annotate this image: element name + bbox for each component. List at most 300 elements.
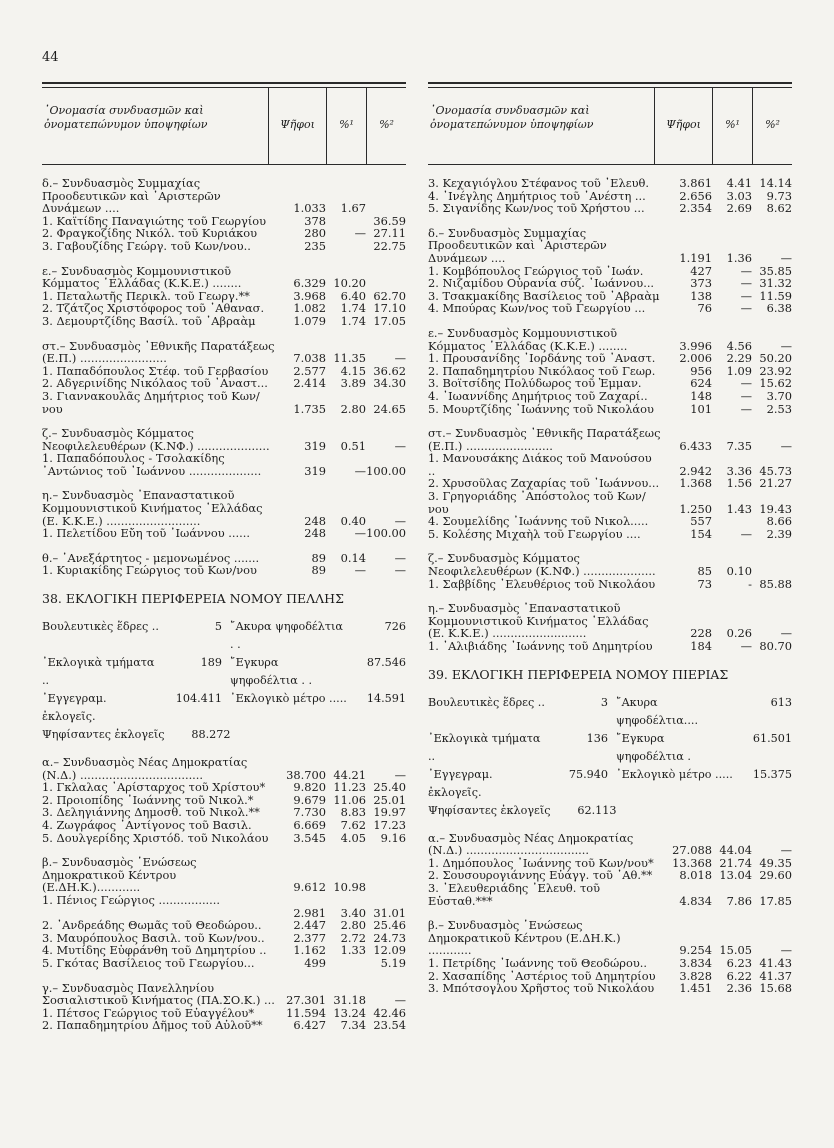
coalition-group bbox=[42, 427, 406, 477]
pct1-value: 1.74 bbox=[340, 301, 366, 316]
candidate-row bbox=[42, 832, 406, 845]
pct1-value: — bbox=[740, 639, 752, 653]
stat-label bbox=[625, 802, 735, 820]
table-header bbox=[42, 87, 406, 165]
pct1-value: 7.86 bbox=[726, 893, 752, 908]
coalition-group bbox=[42, 340, 406, 416]
entry-name: 1. Προυσανίδης ᾿Ιορδάνης τοῦ ᾿Αναστ. bbox=[428, 351, 656, 366]
stat-value: 3 bbox=[600, 695, 608, 709]
header-votes: Ψῆφοι bbox=[268, 88, 326, 164]
votes-value: 2.377 bbox=[293, 930, 326, 945]
pct2-value: 17.23 bbox=[373, 818, 406, 832]
entry-name: 2. Φραγκοζίδης Νικόλ. τοῦ Κυριάκου bbox=[42, 226, 258, 241]
entry-name: 3. Γιαννακουλᾶς Δημήτριος τοῦ Κων/νου bbox=[42, 388, 260, 416]
entry-name: 1. Παπαδόπουλος - Τσολακίδης ᾿Αντώνιος τοῦ ᾿Ιωάννου .................... bbox=[42, 451, 262, 478]
coalition-row bbox=[428, 832, 792, 857]
votes-value: 13.368 bbox=[672, 855, 712, 870]
header-pct2: %² bbox=[752, 88, 792, 164]
pct1-value: 2.69 bbox=[726, 201, 752, 216]
entry-name: δ.– Συνδυασμὸς Συμμαχίας Προοδευτικῶν καὶ ᾿Αριστερῶν Δυνάμεων .... bbox=[428, 225, 607, 265]
votes-value: 85 bbox=[697, 564, 712, 579]
stat-value: 87.546 bbox=[366, 656, 406, 670]
votes-value: 89 bbox=[311, 550, 326, 565]
entry-name: 3. Μαυρόπουλος Βασιλ. τοῦ Κων/νου.. bbox=[42, 930, 265, 945]
pct1-value: — bbox=[740, 388, 752, 403]
pct1-value: 13.24 bbox=[333, 1005, 366, 1020]
votes-value: 2.354 bbox=[679, 201, 712, 216]
pct1-value: 0.51 bbox=[340, 438, 366, 453]
header-name: ᾿Ονομασία συνδυασμῶν καὶ ὀνοματεπώνυμον ὑποψηφίων bbox=[44, 104, 208, 131]
pct1-value: 2.80 bbox=[340, 918, 366, 933]
votes-value: 1.191 bbox=[679, 250, 712, 265]
votes-value: 378 bbox=[304, 213, 326, 228]
pct2-value: 49.35 bbox=[759, 855, 792, 870]
stats-row bbox=[42, 726, 406, 744]
candidate-row bbox=[42, 781, 406, 794]
entry-name: 2. Σουσουρογιάννης Εὐάγγ. τοῦ ᾿Αθ.** bbox=[428, 868, 653, 883]
entry-name: 1. Παπαδόπουλος Στέφ. τοῦ Γερβασίου bbox=[42, 363, 269, 378]
pct2-value: 42.46 bbox=[373, 1005, 406, 1020]
entry-name: 1. Γκλαλας ᾿Αρίσταρχος τοῦ Χρίστου* bbox=[42, 780, 266, 795]
pct1-value: 7.35 bbox=[726, 438, 752, 453]
coalition-row bbox=[428, 227, 792, 265]
pct2-value: 11.59 bbox=[759, 288, 792, 303]
pct1-value: 21.74 bbox=[719, 855, 752, 870]
pct1-value: 3.40 bbox=[340, 905, 366, 920]
page-number: 44 bbox=[42, 50, 59, 65]
candidate-row bbox=[42, 819, 406, 832]
entry-name: 1. Πετρίδης ᾿Ιωάννης τοῦ Θεοδώρου.. bbox=[428, 955, 647, 970]
stat-label: Ψηφίσαντες ἐκλογεῖς bbox=[42, 728, 165, 742]
candidate-row bbox=[42, 919, 406, 932]
stat-label: ῎Ακυρα ψηφοδέλτια . . bbox=[230, 620, 343, 652]
pct1-value: 10.98 bbox=[333, 880, 366, 895]
coalition-group bbox=[42, 489, 406, 539]
pct1-value: 0.14 bbox=[340, 550, 366, 565]
stat-value: 88.272 bbox=[191, 728, 231, 742]
pct1-value: 2.72 bbox=[340, 930, 366, 945]
votes-value: 228 bbox=[690, 626, 712, 641]
pct1-value: — bbox=[740, 526, 752, 541]
pct2-value: 2.53 bbox=[766, 401, 792, 416]
pct1-value: 11.06 bbox=[333, 792, 366, 807]
pct2-value: 21.27 bbox=[759, 476, 792, 491]
votes-value: 2.447 bbox=[293, 918, 326, 933]
pct2-value: 31.01 bbox=[373, 905, 406, 920]
pct2-value: 17.05 bbox=[373, 313, 406, 328]
candidate-row bbox=[428, 490, 792, 515]
candidate-row bbox=[428, 882, 792, 907]
stats-row bbox=[428, 694, 792, 730]
pct1-value: 1.56 bbox=[726, 476, 752, 491]
entry-name: 4. Μπούρας Κων/νος τοῦ Γεωργίου ... bbox=[428, 301, 646, 316]
pct1-value: 7.34 bbox=[340, 1018, 366, 1033]
pct2-value: 15.62 bbox=[759, 376, 792, 391]
votes-value: 6.427 bbox=[293, 1018, 326, 1033]
entry-name: α.– Συνδυασμὸς Νέας Δημοκρατίας (Ν.Δ.) .................................. bbox=[42, 755, 248, 782]
entry-name: δ.– Συνδυασμὸς Συμμαχίας Προοδευτικῶν καὶ ᾿Αριστερῶν Δυνάμεων .... bbox=[42, 176, 221, 216]
entry-name: 3. Γρηγοριάδης ᾿Απόστολος τοῦ Κων/νου bbox=[428, 489, 646, 516]
entry-name: 3. Τσακμακίδης Βασίλειος τοῦ ᾿Αβραὰμ bbox=[428, 288, 660, 303]
stat-value: 15.375 bbox=[752, 767, 792, 781]
entry-name: 1. Δημόπουλος ᾿Ιωάννης τοῦ Κων/νου* bbox=[428, 855, 654, 870]
coalition-row bbox=[42, 427, 406, 452]
votes-value: 9.612 bbox=[293, 880, 326, 895]
pct1-value: 11.35 bbox=[333, 351, 366, 366]
pct1-value: 1.33 bbox=[340, 943, 366, 958]
stat-label: ῎Εγκυρα ψηφοδέλτια . . bbox=[230, 656, 313, 688]
votes-value: 7.038 bbox=[293, 351, 326, 366]
coalition-group bbox=[428, 919, 792, 995]
stat-value: 61.501 bbox=[752, 731, 792, 745]
entry-name: 4. Ζωγράφος ᾿Αντίγονος τοῦ Βασιλ. bbox=[42, 818, 252, 832]
votes-value: 184 bbox=[690, 639, 712, 653]
coalition-group bbox=[428, 602, 792, 652]
header-name: ᾿Ονομασία συνδυασμῶν καὶ ὀνοματεπώνυμον ὑποψηφίων bbox=[430, 104, 594, 131]
entry-name: θ.– ᾿Ανεξάρτητος - μεμονωμένος ....... bbox=[42, 550, 260, 565]
pct2-value: 45.73 bbox=[759, 463, 792, 478]
stat-value: 104.411 bbox=[175, 692, 222, 706]
votes-value: 38.700 bbox=[286, 767, 326, 782]
candidate-row bbox=[428, 640, 792, 653]
pct2-value: 8.66 bbox=[766, 514, 792, 529]
stats-row bbox=[42, 618, 406, 654]
votes-value: 557 bbox=[690, 514, 712, 529]
stats-row bbox=[428, 730, 792, 766]
entry-name: α.– Συνδυασμὸς Νέας Δημοκρατίας (Ν.Δ.) .................................. bbox=[428, 830, 634, 858]
pct1-value: 1.74 bbox=[340, 313, 366, 328]
pct2-value: 9.73 bbox=[766, 188, 792, 203]
pct1-value: - bbox=[748, 576, 752, 591]
votes-value: 427 bbox=[690, 263, 712, 278]
coalition-row bbox=[42, 177, 406, 215]
entry-name: 2. Νιζαμίδου Οὐρανία σύζ. ᾿Ιωάννου... bbox=[428, 276, 655, 291]
entry-name: στ.– Συνδυασμὸς ᾿Εθνικῆς Παρατάξεως (Ε.Π.) ........................ bbox=[42, 338, 275, 366]
coalition-group bbox=[42, 756, 406, 844]
entry-name: 3. Δεληγιάννης Δημοσθ. τοῦ Νικολ.** bbox=[42, 805, 260, 820]
candidate-row bbox=[428, 277, 792, 290]
stat-label: ῎Ακυρα ψηφοδέλτια.... bbox=[616, 695, 699, 727]
pct2-value: — bbox=[394, 351, 406, 366]
entry-name: 2. Χρυσοῦλας Ζαχαρίας τοῦ ᾿Ιωάννου... bbox=[428, 476, 660, 491]
votes-value: 1.735 bbox=[293, 401, 326, 416]
candidate-row bbox=[42, 894, 406, 907]
candidate-row bbox=[428, 302, 792, 315]
entry-name: 1. Πέτσος Γεώργιος τοῦ Εὐαγγέλου* bbox=[42, 1005, 255, 1020]
header-pct1: %¹ bbox=[326, 88, 366, 164]
entry-name: 4. Σουμελίδης ᾿Ιωάννης τοῦ Νικολ..... bbox=[428, 514, 649, 529]
stats-row bbox=[428, 766, 792, 802]
votes-value: 373 bbox=[690, 276, 712, 291]
entry-name: 2. Παπαδημητρίου Νικόλαος τοῦ Γεωρ. bbox=[428, 363, 656, 378]
votes-value: 27.088 bbox=[672, 843, 712, 858]
entry-name: η.– Συνδυασμὸς ᾿Επαναστατικοῦ Κομμουνιστικοῦ Κινήματος ῾Ελλάδας (Ε. Κ.Κ.Ε.) .......................... bbox=[42, 488, 263, 528]
pct2-value: — bbox=[394, 438, 406, 453]
votes-value: 2.414 bbox=[293, 376, 326, 391]
stat-value: 189 bbox=[200, 656, 222, 670]
entry-name: 2. Παπαδημητρίου Δῆμος τοῦ Αὐλοῦ** bbox=[42, 1018, 263, 1033]
pct2-value: 27.11 bbox=[373, 226, 406, 241]
pct1-value: — bbox=[354, 463, 366, 478]
entry-name: 5. Μουρτζίδης ᾿Ιωάννης τοῦ Νικολάου bbox=[428, 401, 654, 416]
votes-value: 280 bbox=[304, 226, 326, 241]
entry-name: 2. ᾿Ανδρεάδης Θωμᾶς τοῦ Θεοδώρου.. bbox=[42, 918, 262, 933]
pct2-value: 35.85 bbox=[759, 263, 792, 278]
pct1-value: 3.03 bbox=[726, 188, 752, 203]
votes-value: 2.577 bbox=[293, 363, 326, 378]
entry-name: 3. Κεχαγιόγλου Στέφανος τοῦ ᾿Ελευθ. bbox=[428, 176, 649, 190]
entry-name: 1. Μανουσάκης Διάκος τοῦ Μανούσου .. bbox=[428, 451, 652, 478]
pct1-value: 10.20 bbox=[333, 276, 366, 291]
pct1-value: 7.62 bbox=[340, 818, 366, 832]
coalition-row bbox=[42, 265, 406, 290]
votes-value: 319 bbox=[304, 463, 326, 478]
stat-label: ᾿Εκλογικὰ τμήματα .. bbox=[428, 731, 541, 763]
pct2-value: 25.46 bbox=[373, 918, 406, 933]
pct1-value: 1.36 bbox=[726, 250, 752, 265]
stat-value bbox=[348, 726, 406, 744]
pct1-value: 3.89 bbox=[340, 376, 366, 391]
candidate-row bbox=[42, 527, 406, 540]
votes-value: 248 bbox=[304, 513, 326, 528]
pct2-value: 41.37 bbox=[759, 968, 792, 983]
pct1-value: 44.21 bbox=[333, 767, 366, 782]
entry-name: 2. Προιοπίδης ᾿Ιωάννης τοῦ Νικολ.* bbox=[42, 792, 254, 807]
coalition-group bbox=[42, 552, 406, 577]
pct2-value: 24.65 bbox=[373, 401, 406, 416]
top-rule bbox=[42, 82, 406, 84]
stat-label: Βουλευτικὲς ἕδρες .. bbox=[428, 695, 545, 709]
pct2-value: 22.75 bbox=[373, 238, 406, 253]
votes-value: 76 bbox=[697, 301, 712, 316]
candidate-row bbox=[428, 528, 792, 541]
pct1-value: 1.43 bbox=[726, 501, 752, 516]
pct2-value: 36.62 bbox=[373, 363, 406, 378]
votes-value: 2.981 bbox=[293, 905, 326, 920]
entry-name: ε.– Συνδυασμὸς Κομμουνιστικοῦ Κόμματος ῾Ελλάδας (Κ.Κ.Ε.) ........ bbox=[428, 325, 628, 353]
stat-label: ῎Εγκυρα ψηφοδέλτια . bbox=[616, 731, 691, 763]
pct1-value: 1.67 bbox=[340, 201, 366, 216]
entry-name: ζ.– Συνδυασμὸς Κόμματος Νεοφιλελευθέρων (Κ.ΝΦ.) .................... bbox=[428, 551, 656, 579]
candidate-row bbox=[428, 957, 792, 970]
pct1-value: 8.83 bbox=[340, 805, 366, 820]
votes-value: 2.006 bbox=[679, 351, 712, 366]
coalition-group bbox=[42, 265, 406, 328]
pct2-value: — bbox=[394, 550, 406, 565]
right-body bbox=[428, 165, 792, 995]
votes-value: 2.942 bbox=[679, 463, 712, 478]
votes-value: 3.861 bbox=[679, 176, 712, 190]
pct1-value: — bbox=[740, 276, 752, 291]
votes-value: 138 bbox=[690, 288, 712, 303]
votes-value: 499 bbox=[304, 955, 326, 970]
pct2-value: 23.92 bbox=[759, 363, 792, 378]
stats-row bbox=[428, 802, 792, 820]
stat-label: ᾿Εκλογικὸ μέτρο ..... bbox=[616, 767, 733, 781]
coalition-group bbox=[42, 177, 406, 253]
pct2-value: 80.70 bbox=[759, 639, 792, 653]
pct2-value: 15.68 bbox=[759, 981, 792, 996]
pct1-value: 4.56 bbox=[726, 338, 752, 353]
votes-value: 9.254 bbox=[679, 943, 712, 958]
pct1-value: 0.26 bbox=[726, 626, 752, 641]
candidate-row bbox=[428, 352, 792, 365]
coalition-row bbox=[428, 552, 792, 577]
pct2-value: 50.20 bbox=[759, 351, 792, 366]
pct2-value: 25.01 bbox=[373, 792, 406, 807]
votes-value: 3.996 bbox=[679, 338, 712, 353]
votes-value: 319 bbox=[304, 438, 326, 453]
pct2-value: 17.85 bbox=[759, 893, 792, 908]
entry-name: 1. Κομβόπουλος Γεώργιος τοῦ ᾿Ιωάν. bbox=[428, 263, 644, 278]
stat-value: 136 bbox=[586, 731, 608, 745]
stat-value: 14.591 bbox=[366, 692, 406, 706]
stat-value: 726 bbox=[384, 620, 406, 634]
stat-label: ᾿Εκλογικὰ τμήματα .. bbox=[42, 656, 155, 688]
entry-name: 4. Μυτίδης Εὐφράνθη τοῦ Δημητρίου .. bbox=[42, 943, 267, 958]
entry-name: 3. Γαβουζίδης Γεώργ. τοῦ Κων/νου.. bbox=[42, 238, 251, 253]
pct1-value: — bbox=[740, 401, 752, 416]
entry-name: ζ.– Συνδυασμὸς Κόμματος Νεοφιλελευθέρων (Κ.ΝΦ.) .................... bbox=[42, 426, 270, 453]
pct1-value: — bbox=[740, 376, 752, 391]
pct1-value: — bbox=[740, 263, 752, 278]
header-pct1: %¹ bbox=[712, 88, 752, 164]
stat-value bbox=[734, 802, 792, 820]
entry-name: η.– Συνδυασμὸς ᾿Επαναστατικοῦ Κομμουνιστικοῦ Κινήματος ῾Ελλάδας (Ε. Κ.Κ.Ε.) .......................... bbox=[428, 601, 649, 641]
votes-value: 1.079 bbox=[293, 313, 326, 328]
candidate-row bbox=[428, 390, 792, 403]
pct2-value: 19.97 bbox=[373, 805, 406, 820]
stat-label: ᾿Εγγεγραμ. ἐκλογεῖς. bbox=[428, 767, 493, 799]
pct2-value: — bbox=[780, 626, 792, 641]
candidate-row bbox=[428, 578, 792, 591]
pct1-value: 2.80 bbox=[340, 401, 366, 416]
pct1-value: 15.05 bbox=[719, 943, 752, 958]
header-pct2: %² bbox=[366, 88, 406, 164]
candidate-row bbox=[42, 315, 406, 328]
entry-name: 1. Πεταλωτῆς Περικλ. τοῦ Γεωργ.** bbox=[42, 288, 250, 303]
entry-name: στ.– Συνδυασμὸς ᾿Εθνικῆς Παρατάξεως (Ε.Π.) ........................ bbox=[428, 426, 661, 453]
pct2-value: — bbox=[780, 438, 792, 453]
votes-value: 6.669 bbox=[293, 818, 326, 832]
pct1-value: — bbox=[354, 526, 366, 541]
pct2-value: 17.10 bbox=[373, 301, 406, 316]
votes-value: 6.329 bbox=[293, 276, 326, 291]
entry-name: 1. Πένιος Γεώργιος ................. bbox=[42, 892, 221, 907]
coalition-row bbox=[42, 856, 406, 894]
pct2-value: 6.38 bbox=[766, 301, 792, 316]
pct2-value: 19.43 bbox=[759, 501, 792, 516]
district-stats bbox=[428, 694, 792, 820]
pct2-value: 100.00 bbox=[366, 526, 406, 541]
entry-name: 2. Τζάτζος Χριστόφορος τοῦ ᾿Αθανασ. bbox=[42, 301, 265, 316]
votes-value: 1.082 bbox=[293, 301, 326, 316]
header-votes: Ψῆφοι bbox=[654, 88, 712, 164]
stat-value: 613 bbox=[770, 695, 792, 709]
district-stats bbox=[42, 618, 406, 744]
pct2-value: 2.39 bbox=[766, 526, 792, 541]
stats-row bbox=[42, 690, 406, 726]
votes-value: 89 bbox=[311, 563, 326, 578]
entry-name: β.– Συνδυασμὸς ῾Ενώσεως Δημοκρατικοῦ Κέντρου (Ε.ΔΗ.Κ.) ............ bbox=[428, 918, 621, 958]
coalition-group bbox=[428, 832, 792, 908]
pct1-value: 0.10 bbox=[726, 564, 752, 579]
coalition-group bbox=[428, 552, 792, 590]
stat-value: 5 bbox=[214, 620, 222, 634]
votes-value: 7.730 bbox=[293, 805, 326, 820]
pct2-value: 41.43 bbox=[759, 955, 792, 970]
votes-value: 3.545 bbox=[293, 830, 326, 845]
votes-value: 3.968 bbox=[293, 288, 326, 303]
stat-label: Βουλευτικὲς ἕδρες .. bbox=[42, 620, 159, 634]
pct1-value: 6.22 bbox=[726, 968, 752, 983]
pct2-value: 100.00 bbox=[366, 463, 406, 478]
pct1-value: 4.41 bbox=[726, 176, 752, 190]
pct1-value: 44.04 bbox=[719, 843, 752, 858]
pct1-value: 2.36 bbox=[726, 981, 752, 996]
pct1-value: 6.40 bbox=[340, 288, 366, 303]
coalition-group bbox=[428, 227, 792, 315]
entry-name: γ.– Συνδυασμὸς Πανελληνίου Σοσιαλιστικοῦ Κινήματος (ΠΑ.ΣΟ.Κ.) ... bbox=[42, 980, 275, 1008]
candidate-row bbox=[42, 564, 406, 577]
pct1-value: — bbox=[354, 226, 366, 241]
coalition-row bbox=[428, 177, 792, 190]
votes-value: 73 bbox=[697, 576, 712, 591]
candidate-row bbox=[42, 1019, 406, 1032]
coalition-group bbox=[42, 982, 406, 1032]
candidate-row bbox=[42, 390, 406, 415]
stat-label: Ψηφίσαντες ἐκλογεῖς bbox=[428, 803, 551, 817]
entry-name: 3. ᾿Ελευθεριάδης ᾿Ελευθ. τοῦ Εὐσταθ.*** bbox=[428, 880, 601, 908]
pct2-value: 25.40 bbox=[373, 780, 406, 795]
pct1-value: 4.15 bbox=[340, 363, 366, 378]
pct2-value: 9.16 bbox=[380, 830, 406, 845]
pct2-value: 31.32 bbox=[759, 276, 792, 291]
coalition-row bbox=[428, 919, 792, 957]
coalition-row bbox=[42, 982, 406, 1007]
pct2-value: 85.88 bbox=[759, 576, 792, 591]
votes-value: 27.301 bbox=[286, 993, 326, 1008]
votes-value: 3.834 bbox=[679, 955, 712, 970]
entry-name: 3. Βοϊτσίδης Πολύδωρος τοῦ Ἐμμαν. bbox=[428, 376, 642, 391]
right-column bbox=[428, 82, 792, 1003]
candidate-row bbox=[42, 957, 406, 970]
entry-name: ε.– Συνδυασμὸς Κομμουνιστικοῦ Κόμματος ῾Ελλάδας (Κ.Κ.Ε.) ........ bbox=[42, 263, 242, 291]
left-body bbox=[42, 165, 406, 1032]
district-heading: 38. ΕΚΛΟΓΙΚΗ ΠΕΡΙΦΕΡΕΙΑ ΝΟΜΟΥ ΠΕΛΛΗΣ bbox=[42, 591, 344, 607]
votes-value: 9.820 bbox=[293, 780, 326, 795]
votes-value: 9.679 bbox=[293, 792, 326, 807]
pct2-value: — bbox=[780, 250, 792, 265]
table-header bbox=[428, 87, 792, 165]
pct1-value: 1.09 bbox=[726, 363, 752, 378]
pct2-value: — bbox=[394, 767, 406, 782]
entry-name: 5. Δουλγερίδης Χριστόδ. τοῦ Νικολάου bbox=[42, 830, 269, 845]
votes-value: 956 bbox=[690, 363, 712, 378]
votes-value: 624 bbox=[690, 376, 712, 391]
district-heading: 39. ΕΚΛΟΓΙΚΗ ΠΕΡΙΦΕΡΕΙΑ ΝΟΜΟΥ ΠΙΕΡΙΑΣ bbox=[428, 666, 729, 682]
pct2-value: — bbox=[394, 993, 406, 1008]
entry-name: 1. ᾿Αλιβιάδης ᾿Ιωάννης τοῦ Δημητρίου bbox=[428, 639, 653, 653]
entry-name: 1. Σαββίδης ᾿Ελευθέριος τοῦ Νικολάου bbox=[428, 576, 656, 591]
pct2-value: — bbox=[780, 338, 792, 353]
entry-name: 4. ᾿Ινέγλης Δημήτριος τοῦ ᾿Ανέστη ... bbox=[428, 188, 646, 203]
votes-value: 2.656 bbox=[679, 188, 712, 203]
pct1-value: — bbox=[354, 563, 366, 578]
pct2-value: — bbox=[394, 563, 406, 578]
votes-value: 1.368 bbox=[679, 476, 712, 491]
coalition-row bbox=[42, 756, 406, 781]
